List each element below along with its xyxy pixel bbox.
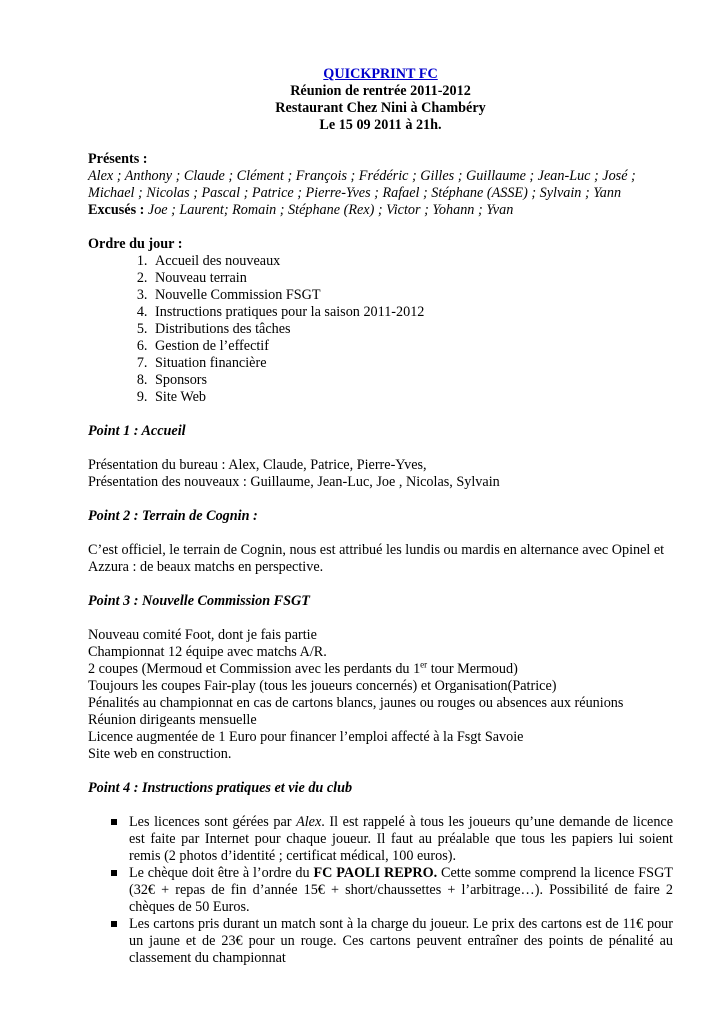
document-header <box>88 66 673 134</box>
excuses-line <box>88 202 673 219</box>
point4-bullet-list <box>88 814 673 967</box>
agenda-item: 9. Site Web <box>151 389 673 406</box>
meeting-location: Restaurant Chez Nini à Chambéry <box>275 100 486 116</box>
agenda-item: 5. Distributions des tâches <box>151 321 673 338</box>
square-bullet-icon <box>111 870 117 876</box>
point3-heading: Point 3 : Nouvelle Commission FSGT <box>88 593 310 609</box>
agenda-label: Ordre du jour : <box>88 236 183 252</box>
point3-line: Pénalités au championnat en cas de cartons blancs, jaunes ou rouges ou absences aux réunions <box>88 695 624 711</box>
point3-line: Nouveau comité Foot, dont je fais partie <box>88 627 317 643</box>
agenda-item: 3. Nouvelle Commission FSGT <box>151 287 673 304</box>
square-bullet-icon <box>111 921 117 927</box>
square-bullet-icon <box>111 819 117 825</box>
point1-heading: Point 1 : Accueil <box>88 423 186 439</box>
club-title-link[interactable]: QUICKPRINT FC <box>323 66 438 82</box>
agenda-item: 7. Situation financière <box>151 355 673 372</box>
point4-bullet-item: Les licences sont gérées par Alex. Il est rappelé à tous les joueurs qu’une demande de licence est faite par Internet pour chaque joueur. Il faut au préalable que tous les papiers lui soient remis (2 photos d’identité ; certificat médical, 100 euros). <box>88 814 673 865</box>
point1-line: Présentation du bureau : Alex, Claude, Patrice, Pierre-Yves, <box>88 457 427 473</box>
meeting-title: Réunion de rentrée 2011-2012 <box>290 83 471 99</box>
meeting-date: Le 15 09 2011 à 21h. <box>319 117 442 133</box>
point1-section <box>88 423 673 491</box>
point3-line: Licence augmentée de 1 Euro pour financer l’emploi affecté à la Fsgt Savoie <box>88 729 524 745</box>
agenda-item: 4. Instructions pratiques pour la saison 2011-2012 <box>151 304 673 321</box>
point3-section <box>88 593 673 763</box>
agenda-list <box>88 253 673 406</box>
document-page <box>88 66 673 967</box>
point1-line: Présentation des nouveaux : Guillaume, Jean-Luc, Joe , Nicolas, Sylvain <box>88 474 500 490</box>
presents-label: Présents : <box>88 151 148 167</box>
excuses-names: Joe ; Laurent; Romain ; Stéphane (Rex) ; Victor ; Yohann ; Yvan <box>147 202 514 218</box>
point3-line: Site web en construction. <box>88 746 232 762</box>
point3-line: 2 coupes (Mermoud et Commission avec les perdants du 1er tour Mermoud) <box>88 659 518 677</box>
point2-text: C’est officiel, le terrain de Cognin, nous est attribué les lundis ou mardis en alternance avec Opinel et Azzura : de beaux matchs en perspective. <box>88 542 665 575</box>
point4-bullet-item: Les cartons pris durant un match sont à la charge du joueur. Le prix des cartons est de 11€ pour un jaune et de 23€ pour un rouge. Ces cartons peuvent entraîner des points de pénalité au classement du championnat <box>88 916 673 967</box>
agenda-item: 6. Gestion de l’effectif <box>151 338 673 355</box>
agenda-item: 1. Accueil des nouveaux <box>151 253 673 270</box>
agenda-item: 8. Sponsors <box>151 372 673 389</box>
point4-section <box>88 780 673 967</box>
presents-names: Alex ; Anthony ; Claude ; Clément ; François ; Frédéric ; Gilles ; Guillaume ; Jean-Luc ; José ; Michael ; Nicolas ; Pascal ; Patrice ; Pierre-Yves ; Rafael ; Stéphane (ASSE) ; Sylvain ; Yann <box>88 168 636 201</box>
point3-line: Toujours les coupes Fair-play (tous les joueurs concernés) et Organisation(Patrice) <box>88 678 557 694</box>
point4-bullet-item: Le chèque doit être à l’ordre du FC PAOLI REPRO. Cette somme comprend la licence FSGT (32€ + repas de fin d’année 15€ + short/chaussettes + l’arbitrage…). Possibilité de faire 2 chèques de 50 Euros. <box>88 865 673 916</box>
excuses-label: Excusés : <box>88 202 145 218</box>
point2-heading: Point 2 : Terrain de Cognin : <box>88 508 258 524</box>
point3-line: Championnat 12 équipe avec matchs A/R. <box>88 644 327 660</box>
point2-section <box>88 508 673 576</box>
attendance-section <box>88 151 673 219</box>
agenda-section <box>88 236 673 406</box>
agenda-item: 2. Nouveau terrain <box>151 270 673 287</box>
point4-heading: Point 4 : Instructions pratiques et vie du club <box>88 780 353 796</box>
point3-line: Réunion dirigeants mensuelle <box>88 712 257 728</box>
